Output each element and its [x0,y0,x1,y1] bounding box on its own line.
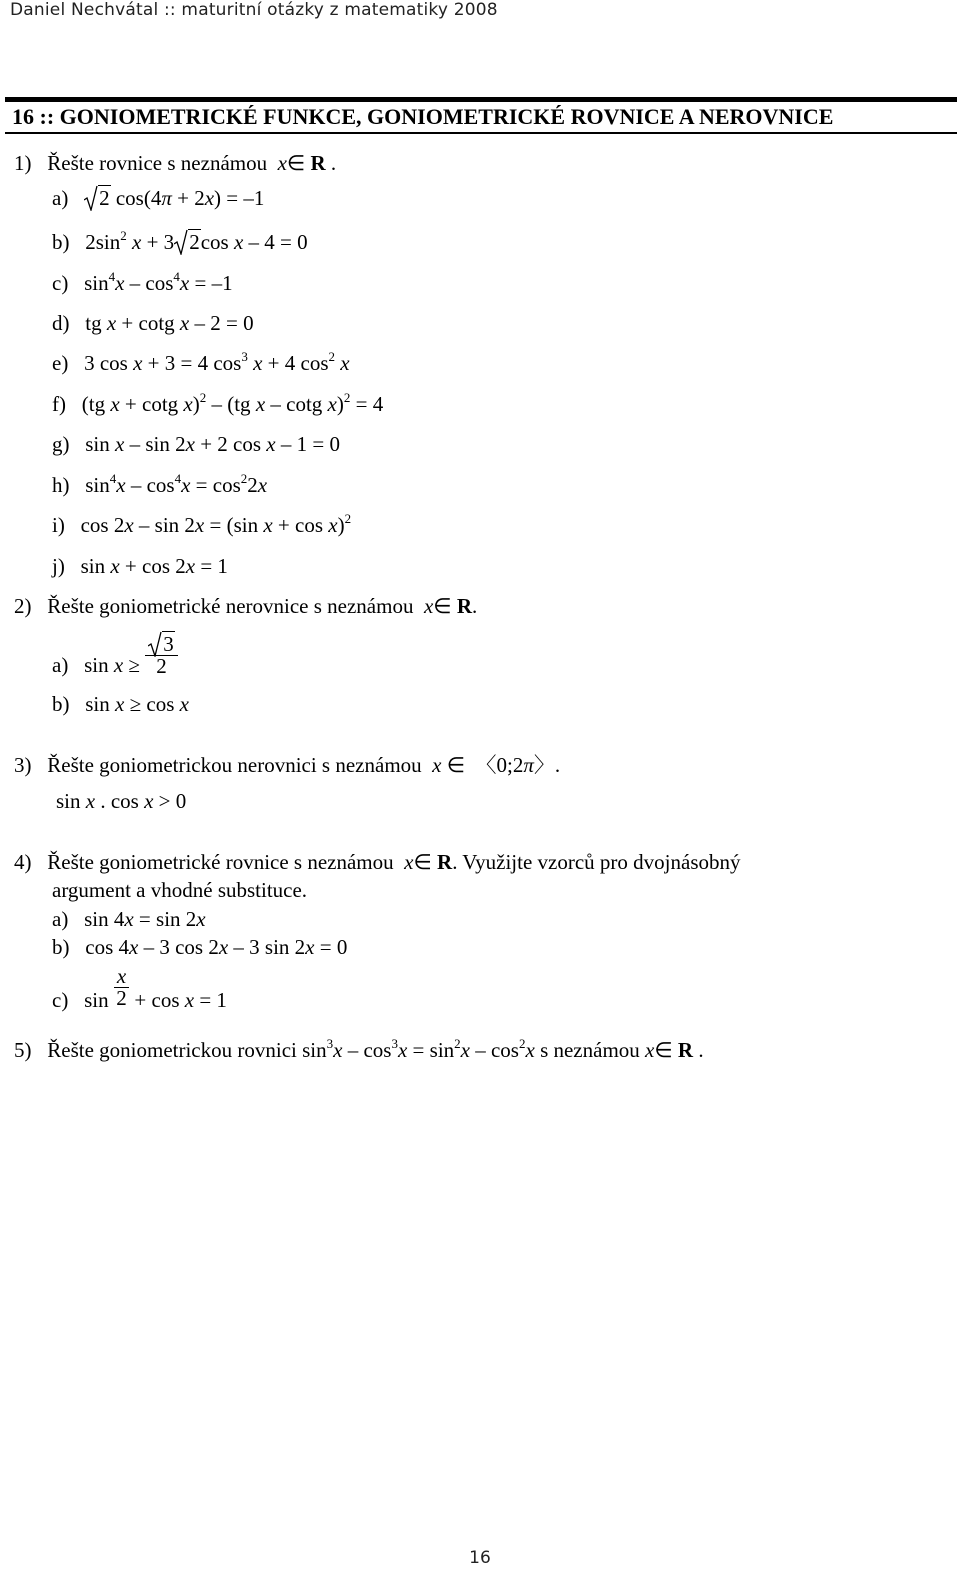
equation-1j: j) sin x + cos 2x = 1 [52,554,228,578]
equation-4b: b) cos 4x – 3 cos 2x – 3 sin 2x = 0 [52,935,348,959]
inequality-3: sin x . cos x > 0 [56,789,187,813]
equation-1h: h) $\sin^4x - \cos^4x = \cos^22x$ [52,471,268,497]
task-2-heading: 2) Řešte goniometrické nerovnice s neznámou x∈ R. [14,594,478,618]
equation-1b: b) $2\sin^2$ x + 3 2cos x – 4 = 0 [52,228,308,254]
title-rule-top [5,97,957,102]
equation-1e: e) 3 cos x + 3 = 4 $\cos^3 x + 4$ $\cos^2 x$ [52,349,350,375]
equation-4c: c) sin $\frac{x}{2}$ + cos x = 1 [52,964,227,1013]
inequality-2b: b) sin x ≥ cos x [52,692,189,716]
page-number: 16 [469,1548,491,1568]
equation-1f: f) (tg x + cotg x)$^2$ – (tg x – cotg x)$^2$ = 4 [52,390,384,416]
page-header: Daniel Nechvátal :: maturitní otázky z matematiky 2008 [10,0,498,20]
equation-1a: a) 2 cos(4π + 2x) = –1 [52,186,265,210]
equation-1c: c) $\sin^4x - \cos^4x = -1$ [52,269,233,295]
section-title: 16 :: GONIOMETRICKÉ FUNKCE, GONIOMETRICKÉ ROVNICE A NEROVNICE [12,104,834,129]
title-rule-bottom [5,132,957,134]
task-5-heading: 5) Řešte goniometrickou rovnici $\sin^3x - \cos^3x = \sin^2x - \cos^2x$ s neznámou x∈ R . [14,1036,704,1062]
task-3-heading: 3) Řešte goniometrickou nerovnici s neznámou x ∈ 〈0;2π〉. [14,753,561,777]
task-1-heading: 1) Řešte rovnice s neznámou x∈ R . [14,151,337,175]
inequality-2a: a) sin x ≥ $\frac{3}{2}$ [52,628,178,671]
task-4-heading: 4) Řešte goniometrické rovnice s neznámou x∈ R. Využijte vzorců pro dvojnásobný [14,850,741,874]
equation-1g: g) sin x – sin 2x + 2 cos x – 1 = 0 [52,432,340,456]
sqrt-symbol: 2 [84,188,111,209]
task-4-heading-cont: argument a vhodné substituce. [52,878,308,902]
equation-1i: i) cos 2x – sin 2x = (sin x + cos x)$^2$ [52,511,352,537]
equation-1d: d) tg x + cotg x – 2 = 0 [52,311,254,335]
equation-4a: a) sin 4x = sin 2x [52,907,206,931]
